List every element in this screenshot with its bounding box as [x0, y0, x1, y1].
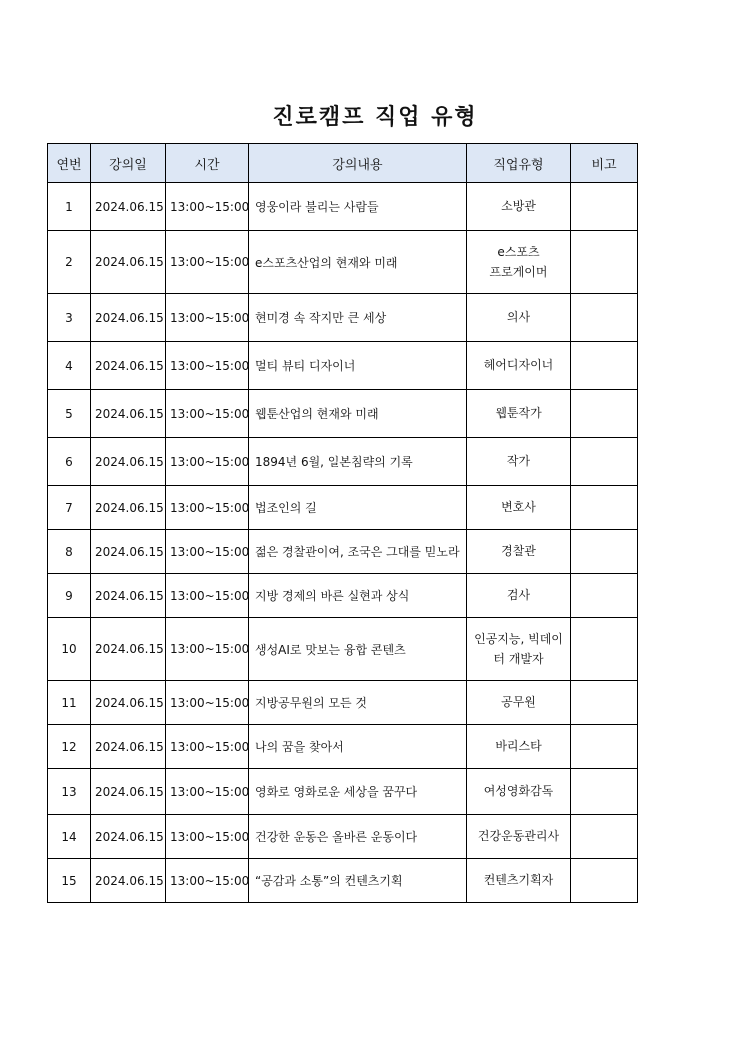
table-row: [48, 859, 638, 903]
cell-time: 13:00~15:00: [166, 183, 249, 231]
cell-time: 13:00~15:00: [166, 342, 249, 390]
cell-note: [571, 390, 638, 438]
cell-job: 컨텐츠기획자: [467, 859, 571, 903]
cell-date: 2024.06.15: [91, 342, 166, 390]
header-note: 비고: [571, 144, 638, 183]
table-row: [48, 725, 638, 769]
cell-no: 6: [48, 438, 91, 486]
table-row: [48, 294, 638, 342]
table-row: [48, 815, 638, 859]
cell-no: 4: [48, 342, 91, 390]
cell-date: 2024.06.15: [91, 815, 166, 859]
cell-job: 의사: [467, 294, 571, 342]
cell-no: 15: [48, 859, 91, 903]
header-job: 직업유형: [467, 144, 571, 183]
cell-time: 13:00~15:00: [166, 574, 249, 618]
cell-note: [571, 530, 638, 574]
cell-content: 나의 꿈을 찾아서: [249, 725, 467, 769]
page-title: 진로캠프 직업 유형: [272, 105, 478, 130]
table-row: [48, 769, 638, 815]
table-row: [48, 390, 638, 438]
cell-time: 13:00~15:00: [166, 530, 249, 574]
cell-date: 2024.06.15: [91, 725, 166, 769]
cell-job: 검사: [467, 574, 571, 618]
cell-date: 2024.06.15: [91, 574, 166, 618]
cell-time: 13:00~15:00: [166, 725, 249, 769]
cell-no: 7: [48, 486, 91, 530]
cell-time: 13:00~15:00: [166, 294, 249, 342]
cell-no: 3: [48, 294, 91, 342]
cell-content: 영웅이라 불리는 사람들: [249, 183, 467, 231]
cell-date: 2024.06.15: [91, 618, 166, 681]
cell-time: 13:00~15:00: [166, 859, 249, 903]
cell-date: 2024.06.15: [91, 769, 166, 815]
cell-note: [571, 681, 638, 725]
table-row: [48, 574, 638, 618]
cell-note: [571, 815, 638, 859]
cell-no: 12: [48, 725, 91, 769]
cell-content: 지방공무원의 모든 것: [249, 681, 467, 725]
cell-date: 2024.06.15: [91, 859, 166, 903]
cell-note: [571, 574, 638, 618]
cell-content: “공감과 소통”의 컨텐츠기획: [249, 859, 467, 903]
table-row: [48, 618, 638, 681]
cell-date: 2024.06.15: [91, 183, 166, 231]
cell-note: [571, 769, 638, 815]
cell-no: 10: [48, 618, 91, 681]
cell-date: 2024.06.15: [91, 681, 166, 725]
cell-job: 헤어디자이너: [467, 342, 571, 390]
cell-content: 법조인의 길: [249, 486, 467, 530]
cell-no: 1: [48, 183, 91, 231]
cell-job: 공무원: [467, 681, 571, 725]
cell-date: 2024.06.15: [91, 486, 166, 530]
cell-note: [571, 618, 638, 681]
career-camp-table: [47, 143, 638, 903]
table-header-row: [48, 144, 638, 183]
header-content: 강의내용: [249, 144, 467, 183]
cell-job: 건강운동관리사: [467, 815, 571, 859]
cell-note: [571, 183, 638, 231]
cell-time: 13:00~15:00: [166, 231, 249, 294]
cell-job: 소방관: [467, 183, 571, 231]
table-row: [48, 486, 638, 530]
cell-content: 젊은 경찰관이여, 조국은 그대를 믿노라: [249, 530, 467, 574]
cell-job: 작가: [467, 438, 571, 486]
table-row: [48, 231, 638, 294]
cell-content: 멀티 뷰티 디자이너: [249, 342, 467, 390]
header-no: 연번: [48, 144, 91, 183]
cell-note: [571, 438, 638, 486]
cell-content: 생성AI로 맛보는 융합 콘텐츠: [249, 618, 467, 681]
cell-no: 9: [48, 574, 91, 618]
cell-time: 13:00~15:00: [166, 769, 249, 815]
table-row: [48, 183, 638, 231]
cell-time: 13:00~15:00: [166, 390, 249, 438]
table-row: [48, 438, 638, 486]
header-time: 시간: [166, 144, 249, 183]
cell-no: 11: [48, 681, 91, 725]
cell-content: 영화로 영화로운 세상을 꿈꾸다: [249, 769, 467, 815]
cell-job: 인공지능, 빅데이터 개발자: [467, 618, 571, 681]
cell-note: [571, 486, 638, 530]
cell-date: 2024.06.15: [91, 390, 166, 438]
cell-time: 13:00~15:00: [166, 618, 249, 681]
cell-content: 현미경 속 작지만 큰 세상: [249, 294, 467, 342]
cell-job: e스포츠 프로게이머: [467, 231, 571, 294]
cell-note: [571, 725, 638, 769]
table-row: [48, 342, 638, 390]
cell-time: 13:00~15:00: [166, 486, 249, 530]
cell-time: 13:00~15:00: [166, 438, 249, 486]
header-date: 강의일: [91, 144, 166, 183]
table-row: [48, 530, 638, 574]
cell-date: 2024.06.15: [91, 231, 166, 294]
cell-content: 웹툰산업의 현재와 미래: [249, 390, 467, 438]
cell-no: 8: [48, 530, 91, 574]
cell-no: 5: [48, 390, 91, 438]
cell-note: [571, 342, 638, 390]
table-row: [48, 681, 638, 725]
cell-time: 13:00~15:00: [166, 815, 249, 859]
cell-job: 경찰관: [467, 530, 571, 574]
cell-job: 변호사: [467, 486, 571, 530]
cell-content: e스포츠산업의 현재와 미래: [249, 231, 467, 294]
cell-note: [571, 231, 638, 294]
cell-content: 지방 경제의 바른 실현과 상식: [249, 574, 467, 618]
cell-note: [571, 294, 638, 342]
cell-no: 2: [48, 231, 91, 294]
cell-date: 2024.06.15: [91, 530, 166, 574]
cell-date: 2024.06.15: [91, 294, 166, 342]
cell-job: 웹툰작가: [467, 390, 571, 438]
cell-job: 여성영화감독: [467, 769, 571, 815]
cell-content: 건강한 운동은 올바른 운동이다: [249, 815, 467, 859]
cell-note: [571, 859, 638, 903]
cell-job: 바리스타: [467, 725, 571, 769]
cell-no: 14: [48, 815, 91, 859]
cell-time: 13:00~15:00: [166, 681, 249, 725]
cell-no: 13: [48, 769, 91, 815]
cell-content: 1894년 6월, 일본침략의 기록: [249, 438, 467, 486]
cell-date: 2024.06.15: [91, 438, 166, 486]
